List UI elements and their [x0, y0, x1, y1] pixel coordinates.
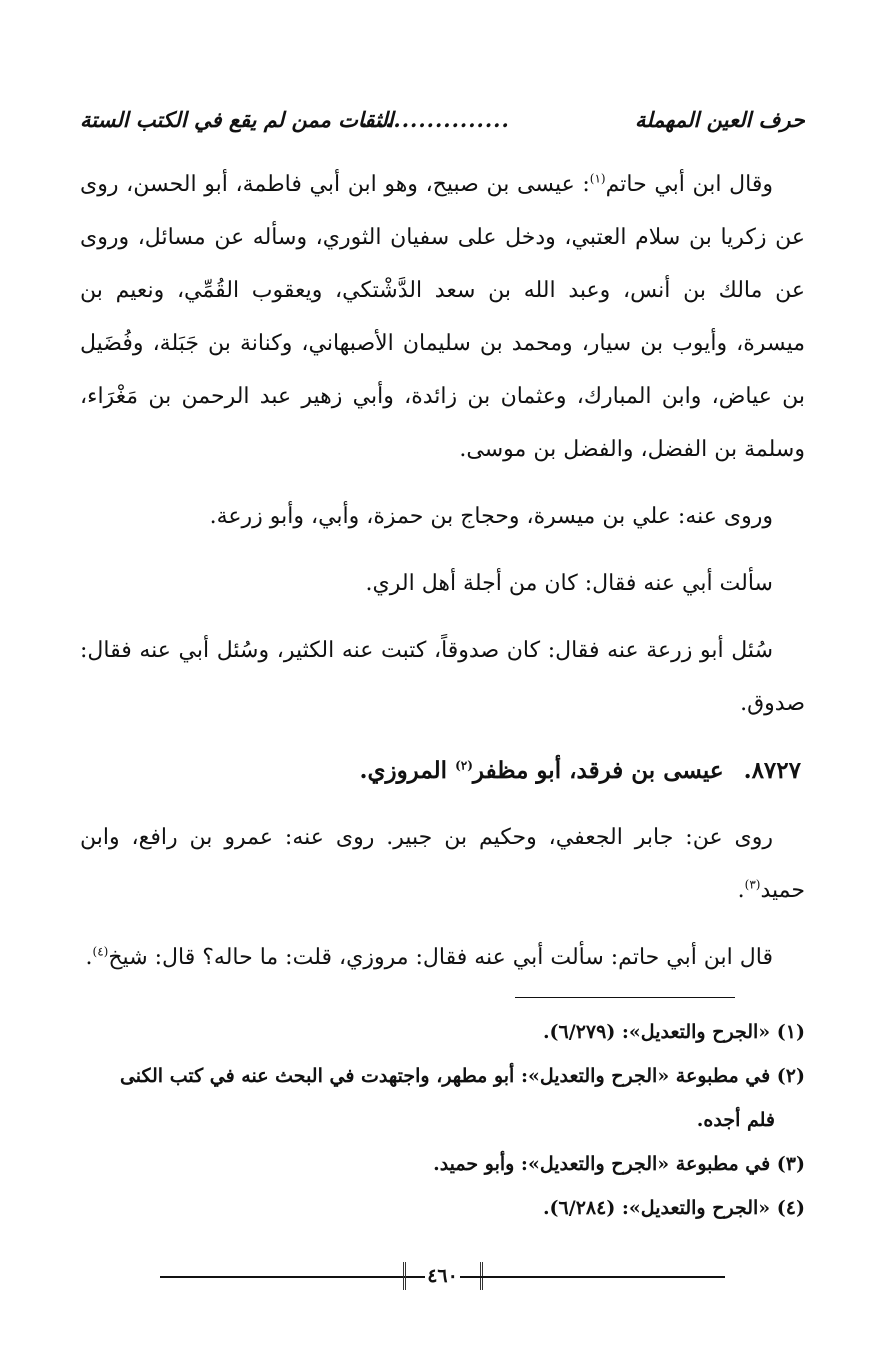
footnotes — [80, 1010, 805, 1230]
footnote-marker-4: (٤) — [92, 944, 109, 959]
footnote-separator — [515, 997, 735, 998]
entry-heading: ٨٧٢٧.عيسى بن فرقد، أبو مظفر$^{(٢)}$ المروزي. — [359, 757, 801, 784]
footnote-marker-3: (٣) — [744, 877, 761, 892]
entry-name: عيسى بن فرقد، أبو مظفر — [472, 757, 724, 784]
footer-rule-right — [460, 1276, 725, 1278]
paragraph-2: وروى عنه: علي بن ميسرة، وحجاج بن حمزة، وأبي، وأبو زرعة. — [209, 504, 773, 529]
paragraph-6: قال ابن أبي حاتم: سألت أبي عنه فقال: مروزي، قلت: ما حاله؟ قال: شيخ$^{(٤)}$. — [85, 944, 773, 970]
paragraph-5: روى عن: جابر الجعفي، وحكيم بن جبير. روى عنه: عمرو بن رافع، وابن حميد$^{(٣)}$. — [80, 825, 805, 903]
paragraph-4: سُئل أبو زرعة عنه فقال: كان صدوقاً، كتبت عنه الكثير، وسُئل أبي عنه فقال: صدوق. — [80, 638, 805, 716]
entry-number: ٨٧٢٧. — [743, 757, 801, 784]
footnote-2: (٢) في مطبوعة «الجرح والتعديل»: أبو مطهر، واجتهدت في البحث عنه في كتب الكنى — [119, 1065, 805, 1087]
footnote-3: (٣) في مطبوعة «الجرح والتعديل»: وأبو حميد. — [433, 1153, 805, 1175]
header-chapter-title: حرف العين المهملة — [634, 107, 805, 132]
footnote-4: (٤) «الجرح والتعديل»: (٦/٢٨٤). — [542, 1197, 805, 1219]
footnote-marker-1: (١) — [589, 171, 606, 186]
header-book-title: الثقات ممن لم يقع في الكتب الستة — [80, 107, 394, 132]
page-footer — [160, 1262, 725, 1302]
footnote-marker-2: (٢) — [455, 758, 473, 773]
running-header — [80, 100, 805, 140]
footer-rule-left — [160, 1276, 425, 1278]
footnote-2-continued: فلم أجده. — [696, 1109, 775, 1131]
paragraph-1: وقال ابن أبي حاتم$^{(١)}$: عيسى بن صبيح، وهو ابن أبي فاطمة، أبو الحسن، روى عن زكريا بن سلام العتبي، ودخل على سفيان الثوري، وسأله عن مسائل، وروى عن مالك بن أنس، وعبد الله بن سعد الدَّشْتكي، ويعقوب القُمِّي، ونعيم بن ميسرة، وأيوب بن سيار، ومحمد بن سليمان الأصبهاني، وكنانة بن جَبَلة، وفُضَيل بن عياض، وابن المبارك، وعثمان بن زائدة، وأبي زهير عبد الرحمن بن مَغْرَاء، وسلمة بن الفضل، والفضل بن موسى. — [80, 171, 805, 462]
page-number: ٤٦٠ — [403, 1262, 483, 1290]
header-dot-leader: .................. — [360, 107, 510, 132]
main-text — [80, 158, 805, 984]
footnote-1: (١) «الجرح والتعديل»: (٦/٢٧٩). — [542, 1021, 805, 1043]
paragraph-3: سألت أبي عنه فقال: كان من أجلة أهل الري. — [365, 571, 773, 596]
